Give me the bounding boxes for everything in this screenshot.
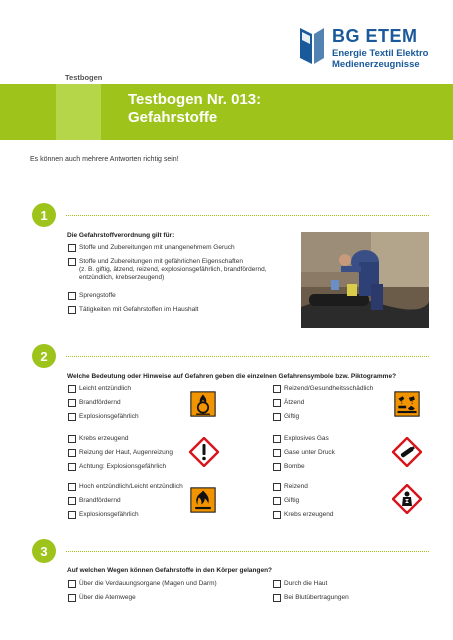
checkbox[interactable] xyxy=(68,449,76,457)
q2-g3-right-option-1[interactable]: Reizend xyxy=(273,483,308,491)
question-3-text: Auf welchen Wegen können Gefahrstoffe in den Körper gelangen? xyxy=(67,567,273,574)
q2-g1-left-option-1[interactable]: Leicht entzündlich xyxy=(68,385,131,393)
q2-g2-right-option-1[interactable]: Explosives Gas xyxy=(273,435,329,443)
checkbox[interactable] xyxy=(68,399,76,407)
checkbox[interactable] xyxy=(273,483,281,491)
q1-option-4[interactable]: Tätigkeiten mit Gefahrstoffen im Haushalt xyxy=(68,306,198,314)
q2-g2-left-option-2[interactable]: Reizung der Haut, Augenreizung xyxy=(68,449,173,457)
checkbox[interactable] xyxy=(273,594,281,602)
q3-left-option-2[interactable]: Über die Atemwege xyxy=(68,594,136,602)
checkbox[interactable] xyxy=(68,483,76,491)
title-banner xyxy=(0,84,453,140)
question-1-number: 1 xyxy=(32,203,56,227)
q2-g3-right-option-2[interactable]: Giftig xyxy=(273,497,299,505)
flame-icon xyxy=(190,487,216,513)
checkbox[interactable] xyxy=(273,463,281,471)
checkbox[interactable] xyxy=(68,497,76,505)
question-3-number: 3 xyxy=(32,539,56,563)
question-3-divider xyxy=(66,551,429,552)
checkbox[interactable] xyxy=(68,580,76,588)
question-2-divider xyxy=(66,356,429,357)
q2-g3-left-option-1[interactable]: Hoch entzündlich/Leicht entzündlich xyxy=(68,483,183,491)
q2-g3-left-option-3[interactable]: Explosionsgefährlich xyxy=(68,511,139,519)
q3-right-option-1[interactable]: Durch die Haut xyxy=(273,580,327,588)
q2-g2-right-option-2[interactable]: Gase unter Druck xyxy=(273,449,335,457)
corrosive-icon xyxy=(394,391,420,417)
q3-left-option-1[interactable]: Über die Verdauungsorgane (Magen und Darm) xyxy=(68,580,217,588)
q1-option-3[interactable]: Sprengstoffe xyxy=(68,292,116,300)
oxidizing-flame-over-circle-icon xyxy=(190,391,216,417)
question-2-number: 2 xyxy=(32,344,56,368)
question-2-text: Welche Bedeutung oder Hinweise auf Gefahren geben die einzelnen Gefahrensymbole bzw. Piktogramme? xyxy=(67,373,397,380)
brand-logo xyxy=(298,24,448,74)
question-1-divider xyxy=(66,215,429,216)
gas-cylinder-icon xyxy=(392,437,422,467)
checkbox[interactable] xyxy=(68,385,76,393)
checkbox[interactable] xyxy=(273,385,281,393)
checkbox[interactable] xyxy=(273,580,281,588)
health-hazard-icon xyxy=(392,484,422,514)
q2-g3-right-option-3[interactable]: Krebs erzeugend xyxy=(273,511,334,519)
exclamation-mark-icon xyxy=(189,437,219,467)
q2-g1-left-option-3[interactable]: Explosionsgefährlich xyxy=(68,413,139,421)
checkbox[interactable] xyxy=(68,306,76,314)
checkbox[interactable] xyxy=(68,435,76,443)
worker-photo xyxy=(301,232,429,328)
q2-g2-right-option-3[interactable]: Bombe xyxy=(273,463,305,471)
checkbox[interactable] xyxy=(273,435,281,443)
doc-type-label: Testbogen xyxy=(65,73,103,82)
q2-g1-left-option-2[interactable]: Brandfördernd xyxy=(68,399,121,407)
q2-g2-left-option-1[interactable]: Krebs erzeugend xyxy=(68,435,129,443)
checkbox[interactable] xyxy=(68,511,76,519)
checkbox[interactable] xyxy=(273,449,281,457)
brand-tagline: Energie Textil Elektro Medienerzeugnisse xyxy=(332,48,429,70)
q1-option-2[interactable]: Stoffe und Zubereitungen mit gefährlichen Eigenschaften (z. B. giftig, ätzend, reizend, explosionsgefährlich, brandfördernd, entzündlich, krebserzeugend) xyxy=(68,258,293,282)
q2-g3-left-option-2[interactable]: Brandfördernd xyxy=(68,497,121,505)
checkbox[interactable] xyxy=(68,413,76,421)
checkbox[interactable] xyxy=(273,497,281,505)
checkbox[interactable] xyxy=(273,511,281,519)
checkbox[interactable] xyxy=(273,413,281,421)
q2-g1-right-option-1[interactable]: Reizend/Gesundheitsschädlich xyxy=(273,385,373,393)
page-title: Testbogen Nr. 013: Gefahrstoffe xyxy=(128,91,262,126)
checkbox[interactable] xyxy=(68,258,76,266)
checkbox[interactable] xyxy=(68,463,76,471)
q3-right-option-2[interactable]: Bei Blutübertragungen xyxy=(273,594,349,602)
q1-option-1[interactable]: Stoffe und Zubereitungen mit unangenehmem Geruch xyxy=(68,244,235,252)
checkbox[interactable] xyxy=(273,399,281,407)
checkbox[interactable] xyxy=(68,292,76,300)
q2-g2-left-option-3[interactable]: Achtung: Explosionsgefährlich xyxy=(68,463,166,471)
question-1-text: Die Gefahrstoffverordnung gilt für: xyxy=(67,232,175,239)
q2-g1-right-option-2[interactable]: Ätzend xyxy=(273,399,304,407)
q2-g1-right-option-3[interactable]: Giftig xyxy=(273,413,299,421)
checkbox[interactable] xyxy=(68,594,76,602)
instruction-hint: Es können auch mehrere Antworten richtig sein! xyxy=(30,156,179,163)
bg-etem-logo-icon xyxy=(298,24,326,66)
brand-name: BG ETEM xyxy=(332,26,418,46)
banner-accent-tab xyxy=(56,84,101,140)
checkbox[interactable] xyxy=(68,244,76,252)
